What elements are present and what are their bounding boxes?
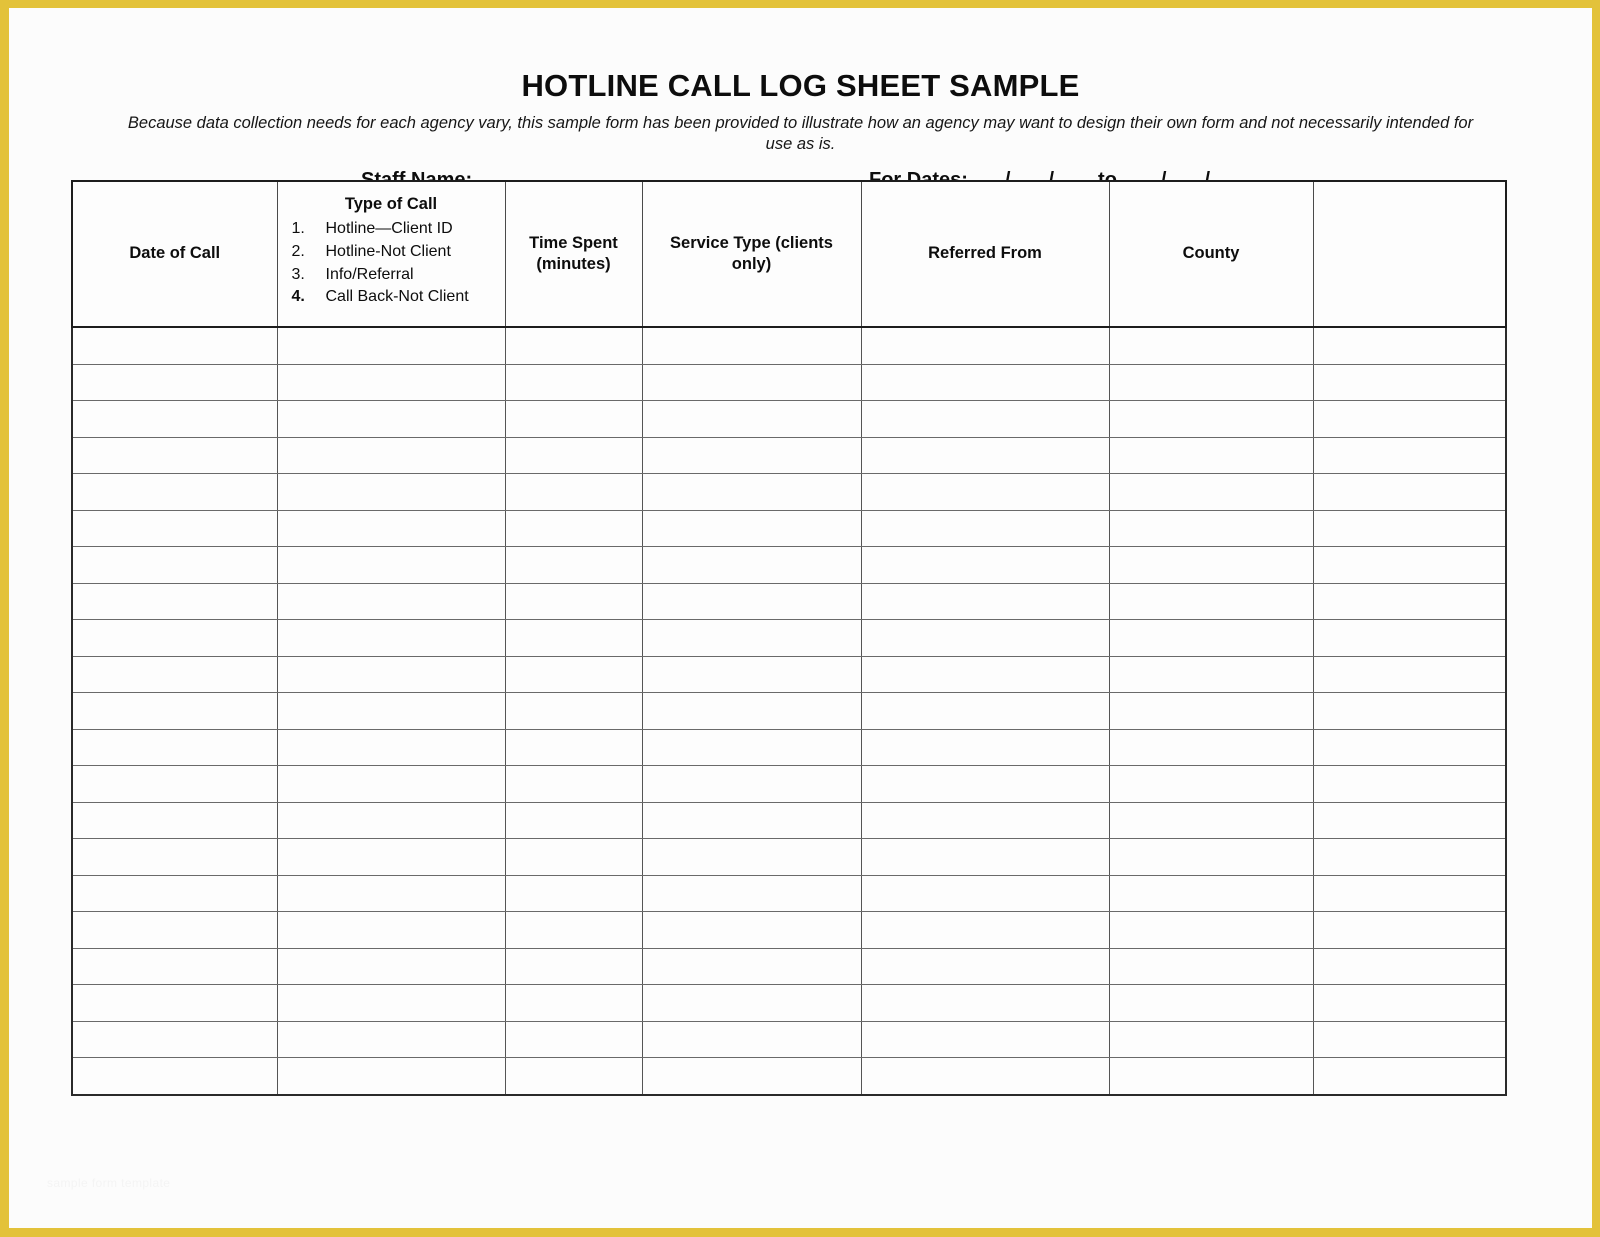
column-header-referred-from: Referred From [861, 181, 1109, 327]
cell-date_of_call[interactable] [72, 985, 277, 1022]
cell-type_of_call[interactable] [277, 547, 505, 584]
service-type-line-1: Service Type (clients [670, 233, 833, 252]
cell-county[interactable] [1109, 620, 1313, 657]
cell-blank[interactable] [1313, 802, 1506, 839]
type-of-call-option-label: Hotline-Not Client [325, 242, 451, 260]
cell-date_of_call[interactable] [72, 729, 277, 766]
type-of-call-option-label: Call Back-Not Client [325, 288, 469, 306]
cell-date_of_call[interactable] [72, 912, 277, 949]
cell-date_of_call[interactable] [72, 839, 277, 876]
table-row [72, 656, 1506, 693]
cell-referred_from[interactable] [861, 802, 1109, 839]
cell-referred_from[interactable] [861, 985, 1109, 1022]
cell-blank[interactable] [1313, 401, 1506, 438]
cell-service_type[interactable] [642, 875, 861, 912]
call-log-table [71, 180, 1507, 1096]
cell-county[interactable] [1109, 327, 1313, 364]
table-row [72, 802, 1506, 839]
cell-referred_from[interactable] [861, 839, 1109, 876]
time-spent-line-2: (minutes) [536, 255, 611, 273]
cell-time_spent[interactable] [505, 729, 642, 766]
cell-county[interactable] [1109, 693, 1313, 730]
cell-service_type[interactable] [642, 437, 861, 474]
cell-referred_from[interactable] [861, 729, 1109, 766]
table-row [72, 1021, 1506, 1058]
table-row [72, 948, 1506, 985]
table-row [72, 364, 1506, 401]
cell-type_of_call[interactable] [277, 875, 505, 912]
cell-county[interactable] [1109, 510, 1313, 547]
cell-county[interactable] [1109, 401, 1313, 438]
type-of-call-option-label: Hotline—Client ID [325, 220, 453, 238]
cell-service_type[interactable] [642, 547, 861, 584]
cell-type_of_call[interactable] [277, 802, 505, 839]
cell-blank[interactable] [1313, 547, 1506, 584]
cell-type_of_call[interactable] [277, 912, 505, 949]
cell-date_of_call[interactable] [72, 1058, 277, 1095]
cell-referred_from[interactable] [861, 948, 1109, 985]
cell-time_spent[interactable] [505, 1021, 642, 1058]
cell-time_spent[interactable] [505, 948, 642, 985]
cell-date_of_call[interactable] [72, 693, 277, 730]
cell-blank[interactable] [1313, 1021, 1506, 1058]
cell-service_type[interactable] [642, 474, 861, 511]
cell-type_of_call[interactable] [277, 364, 505, 401]
cell-service_type[interactable] [642, 364, 861, 401]
column-header-county: County [1109, 181, 1313, 327]
cell-county[interactable] [1109, 766, 1313, 803]
cell-date_of_call[interactable] [72, 364, 277, 401]
cell-date_of_call[interactable] [72, 1021, 277, 1058]
cell-time_spent[interactable] [505, 656, 642, 693]
time-spent-line-1: Time Spent [529, 233, 618, 252]
page-title: HOTLINE CALL LOG SHEET SAMPLE [521, 68, 1080, 103]
cell-referred_from[interactable] [861, 401, 1109, 438]
type-of-call-option [292, 264, 505, 287]
call-log-table-body [72, 327, 1506, 1095]
cell-service_type[interactable] [642, 401, 861, 438]
cell-referred_from[interactable] [861, 620, 1109, 657]
cell-county[interactable] [1109, 1021, 1313, 1058]
cell-type_of_call[interactable] [277, 693, 505, 730]
cell-time_spent[interactable] [505, 510, 642, 547]
cell-service_type[interactable] [642, 1058, 861, 1095]
cell-time_spent[interactable] [505, 437, 642, 474]
cell-date_of_call[interactable] [72, 620, 277, 657]
cell-referred_from[interactable] [861, 437, 1109, 474]
column-header-date-of-call: Date of Call [72, 181, 277, 327]
type-of-call-option-list [278, 218, 505, 309]
type-of-call-option-number: 3. [291, 265, 305, 283]
cell-county[interactable] [1109, 547, 1313, 584]
table-row [72, 729, 1506, 766]
cell-county[interactable] [1109, 656, 1313, 693]
type-of-call-option [292, 286, 505, 309]
cell-blank[interactable] [1313, 510, 1506, 547]
cell-referred_from[interactable] [861, 510, 1109, 547]
cell-county[interactable] [1109, 839, 1313, 876]
cell-type_of_call[interactable] [277, 437, 505, 474]
cell-time_spent[interactable] [505, 693, 642, 730]
cell-date_of_call[interactable] [72, 948, 277, 985]
cell-type_of_call[interactable] [277, 1021, 505, 1058]
cell-time_spent[interactable] [505, 401, 642, 438]
cell-type_of_call[interactable] [277, 729, 505, 766]
type-of-call-option [292, 218, 505, 241]
cell-blank[interactable] [1313, 875, 1506, 912]
cell-service_type[interactable] [642, 766, 861, 803]
cell-county[interactable] [1109, 364, 1313, 401]
cell-date_of_call[interactable] [72, 656, 277, 693]
document-subtitle: Because data collection needs for each agency vary, this sample form has been provided to illustrate how an agency may want to design their own form and not necessarily intended for use as is. [127, 113, 1474, 154]
cell-type_of_call[interactable] [277, 839, 505, 876]
cell-time_spent[interactable] [505, 912, 642, 949]
cell-time_spent[interactable] [505, 364, 642, 401]
cell-service_type[interactable] [642, 510, 861, 547]
cell-date_of_call[interactable] [72, 510, 277, 547]
table-row [72, 547, 1506, 584]
column-header-time-spent [505, 181, 642, 327]
type-of-call-option-number: 2. [291, 242, 305, 260]
cell-time_spent[interactable] [505, 985, 642, 1022]
cell-referred_from[interactable] [861, 547, 1109, 584]
table-row [72, 693, 1506, 730]
cell-date_of_call[interactable] [72, 327, 277, 364]
cell-time_spent[interactable] [505, 875, 642, 912]
cell-referred_from[interactable] [861, 912, 1109, 949]
cell-county[interactable] [1109, 802, 1313, 839]
table-row [72, 620, 1506, 657]
cell-referred_from[interactable] [861, 583, 1109, 620]
cell-service_type[interactable] [642, 583, 861, 620]
table-row [72, 327, 1506, 364]
table-row [72, 766, 1506, 803]
cell-date_of_call[interactable] [72, 547, 277, 584]
cell-referred_from[interactable] [861, 474, 1109, 511]
cell-service_type[interactable] [642, 948, 861, 985]
cell-blank[interactable] [1313, 437, 1506, 474]
cell-county[interactable] [1109, 474, 1313, 511]
table-row [72, 510, 1506, 547]
table-row [72, 401, 1506, 438]
cell-type_of_call[interactable] [277, 766, 505, 803]
cell-referred_from[interactable] [861, 693, 1109, 730]
cell-referred_from[interactable] [861, 875, 1109, 912]
cell-time_spent[interactable] [505, 474, 642, 511]
cell-date_of_call[interactable] [72, 875, 277, 912]
cell-county[interactable] [1109, 583, 1313, 620]
cell-type_of_call[interactable] [277, 327, 505, 364]
cell-referred_from[interactable] [861, 327, 1109, 364]
table-row [72, 912, 1506, 949]
cell-service_type[interactable] [642, 802, 861, 839]
call-log-table-header [72, 181, 1506, 327]
cell-blank[interactable] [1313, 912, 1506, 949]
type-of-call-option-number: 1. [291, 220, 305, 238]
cell-blank[interactable] [1313, 1058, 1506, 1095]
cell-time_spent[interactable] [505, 839, 642, 876]
page-watermark: sample form template [47, 1176, 171, 1190]
cell-blank[interactable] [1313, 839, 1506, 876]
type-of-call-option-label: Info/Referral [325, 265, 414, 283]
cell-type_of_call[interactable] [277, 510, 505, 547]
cell-referred_from[interactable] [861, 364, 1109, 401]
cell-time_spent[interactable] [505, 547, 642, 584]
cell-date_of_call[interactable] [72, 474, 277, 511]
table-row [72, 437, 1506, 474]
cell-county[interactable] [1109, 985, 1313, 1022]
cell-time_spent[interactable] [505, 1058, 642, 1095]
cell-type_of_call[interactable] [277, 948, 505, 985]
cell-blank[interactable] [1313, 656, 1506, 693]
column-header-type-of-call [277, 181, 505, 327]
cell-type_of_call[interactable] [277, 656, 505, 693]
cell-service_type[interactable] [642, 656, 861, 693]
cell-blank[interactable] [1313, 985, 1506, 1022]
cell-referred_from[interactable] [861, 766, 1109, 803]
cell-county[interactable] [1109, 1058, 1313, 1095]
cell-blank[interactable] [1313, 364, 1506, 401]
cell-type_of_call[interactable] [277, 1058, 505, 1095]
cell-county[interactable] [1109, 437, 1313, 474]
table-row [72, 875, 1506, 912]
cell-type_of_call[interactable] [277, 985, 505, 1022]
cell-referred_from[interactable] [861, 1058, 1109, 1095]
service-type-line-2: only) [731, 255, 772, 273]
cell-service_type[interactable] [642, 620, 861, 657]
cell-referred_from[interactable] [861, 1021, 1109, 1058]
cell-time_spent[interactable] [505, 620, 642, 657]
cell-type_of_call[interactable] [277, 474, 505, 511]
cell-type_of_call[interactable] [277, 620, 505, 657]
cell-type_of_call[interactable] [277, 401, 505, 438]
cell-date_of_call[interactable] [72, 437, 277, 474]
cell-blank[interactable] [1313, 948, 1506, 985]
cell-date_of_call[interactable] [72, 401, 277, 438]
cell-service_type[interactable] [642, 839, 861, 876]
cell-blank[interactable] [1313, 474, 1506, 511]
table-header-row [72, 181, 1506, 327]
table-row [72, 583, 1506, 620]
cell-blank[interactable] [1313, 729, 1506, 766]
table-row [72, 474, 1506, 511]
column-header-blank [1313, 181, 1506, 327]
document-page [9, 8, 1592, 1228]
cell-type_of_call[interactable] [277, 583, 505, 620]
cell-referred_from[interactable] [861, 656, 1109, 693]
cell-blank[interactable] [1313, 327, 1506, 364]
cell-blank[interactable] [1313, 766, 1506, 803]
cell-date_of_call[interactable] [72, 766, 277, 803]
cell-time_spent[interactable] [505, 327, 642, 364]
cell-blank[interactable] [1313, 620, 1506, 657]
cell-date_of_call[interactable] [72, 802, 277, 839]
type-of-call-option [292, 241, 505, 264]
cell-time_spent[interactable] [505, 766, 642, 803]
cell-service_type[interactable] [642, 912, 861, 949]
table-row [72, 1058, 1506, 1095]
cell-date_of_call[interactable] [72, 583, 277, 620]
cell-county[interactable] [1109, 729, 1313, 766]
table-row [72, 985, 1506, 1022]
type-of-call-option-number: 4. [291, 288, 305, 306]
table-row [72, 839, 1506, 876]
column-header-service-type [642, 181, 861, 327]
cell-service_type[interactable] [642, 985, 861, 1022]
cell-county[interactable] [1109, 948, 1313, 985]
cell-service_type[interactable] [642, 693, 861, 730]
cell-service_type[interactable] [642, 729, 861, 766]
cell-service_type[interactable] [642, 327, 861, 364]
type-of-call-title: Type of Call [344, 195, 438, 213]
cell-blank[interactable] [1313, 583, 1506, 620]
cell-blank[interactable] [1313, 693, 1506, 730]
cell-time_spent[interactable] [505, 583, 642, 620]
cell-county[interactable] [1109, 875, 1313, 912]
cell-time_spent[interactable] [505, 802, 642, 839]
cell-service_type[interactable] [642, 1021, 861, 1058]
cell-county[interactable] [1109, 912, 1313, 949]
